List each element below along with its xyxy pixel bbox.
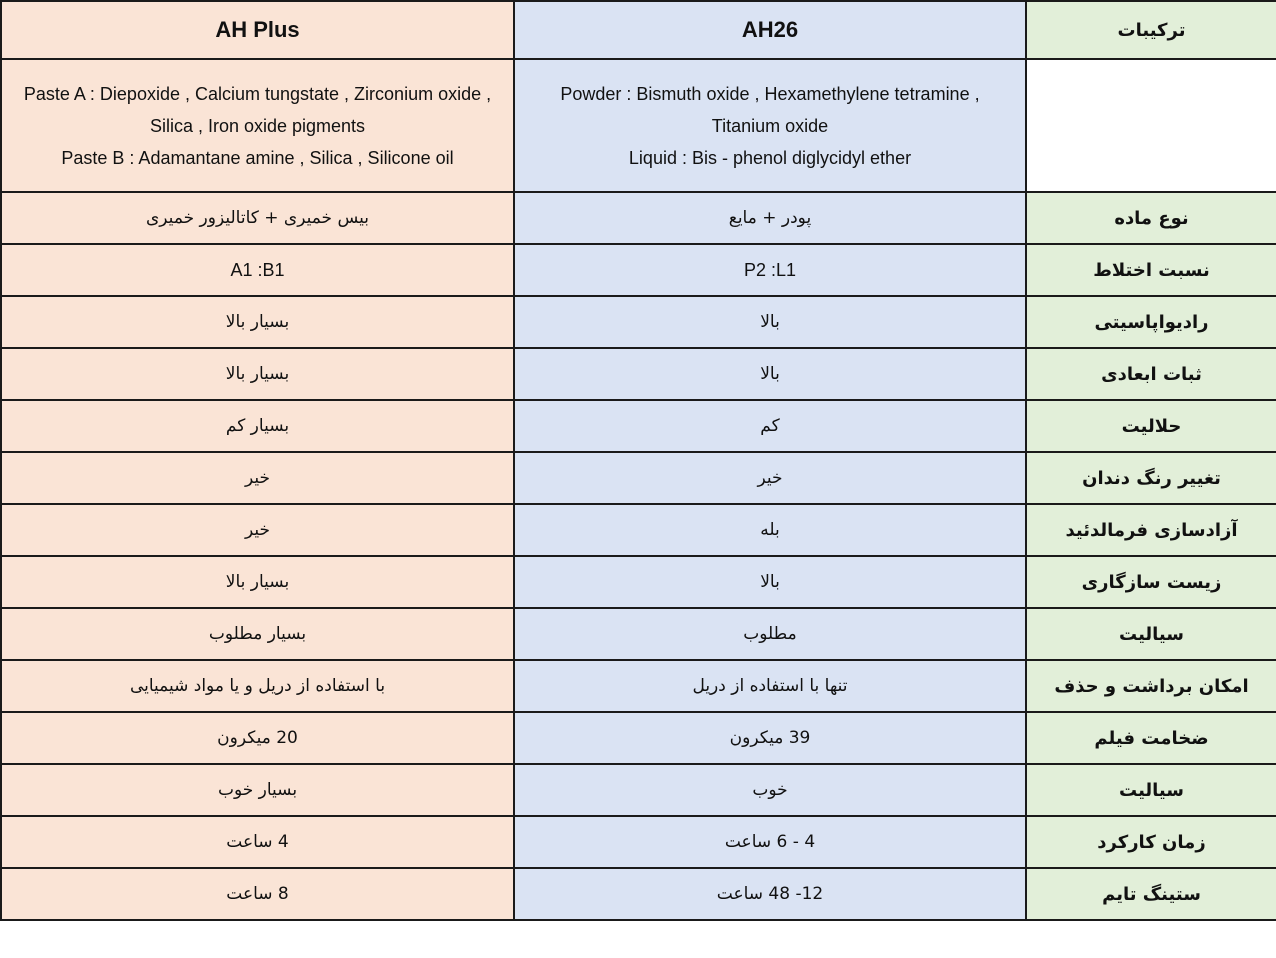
row-label: حلالیت [1026,400,1276,452]
table-row [1,452,1276,504]
cell-ah-plus: بسیار مطلوب [1,608,514,660]
composition-ah26 [514,59,1026,192]
header-ah26: AH26 [514,1,1026,59]
table-row [1,712,1276,764]
cell-ah26: بالا [514,348,1026,400]
table-row [1,660,1276,712]
composition-line: Paste A : Diepoxide , Calcium tungstate , Zirconium oxide , [23,83,492,104]
cell-ah26: پودر + مایع [514,192,1026,244]
row-label: سیالیت [1026,608,1276,660]
table-row [1,608,1276,660]
cell-ah26: بالا [514,296,1026,348]
composition-line: Paste B : Adamantane amine , Silica , Silicone oil [61,147,454,168]
row-label: رادیواپاسیتی [1026,296,1276,348]
cell-ah26: P2 :L1 [514,244,1026,296]
cell-ah26: 12- 48 ساعت [514,868,1026,920]
table-row [1,868,1276,920]
row-label: تغییر رنگ دندان [1026,452,1276,504]
cell-ah26: 4 - 6 ساعت [514,816,1026,868]
row-label: ضخامت فیلم [1026,712,1276,764]
cell-ah26: تنها با استفاده از دریل [514,660,1026,712]
cell-ah-plus: بسیار بالا [1,348,514,400]
table-row [1,192,1276,244]
cell-ah-plus: خیر [1,504,514,556]
cell-ah-plus: خیر [1,452,514,504]
row-label: آزادسازی فرمالدئید [1026,504,1276,556]
cell-ah-plus: 20 میکرون [1,712,514,764]
table-row [1,504,1276,556]
cell-ah-plus: A1 :B1 [1,244,514,296]
table-row [1,400,1276,452]
table-row [1,296,1276,348]
row-label: زیست سازگاری [1026,556,1276,608]
cell-ah26: مطلوب [514,608,1026,660]
composition-line: Powder : Bismuth oxide , Hexamethylene tetramine , [560,83,980,104]
row-label-composition: ترکیبات [1026,1,1276,59]
header-ah-plus: AH Plus [1,1,514,59]
cell-ah-plus: بسیار بالا [1,296,514,348]
cell-ah-plus: بسیار بالا [1,556,514,608]
table-row [1,764,1276,816]
cell-ah26: کم [514,400,1026,452]
row-label: ثبات ابعادی [1026,348,1276,400]
table-row [1,556,1276,608]
cell-ah26: خیر [514,452,1026,504]
cell-ah-plus: 4 ساعت [1,816,514,868]
composition-line: Liquid : Bis - phenol diglycidyl ether [628,147,912,168]
row-label: ستینگ تایم [1026,868,1276,920]
composition-line: Silica , Iron oxide pigments [149,115,366,136]
cell-ah26: بله [514,504,1026,556]
table-row [1,348,1276,400]
composition-ah-plus [1,59,514,192]
cell-ah-plus: بیس خمیری + کاتالیزور خمیری [1,192,514,244]
composition-row [1,59,1276,192]
row-label: سیالیت [1026,764,1276,816]
row-label: زمان کارکرد [1026,816,1276,868]
composition-line: Titanium oxide [711,115,829,136]
row-label: نوع ماده [1026,192,1276,244]
header-row [1,1,1276,59]
cell-ah26: بالا [514,556,1026,608]
cell-ah26: 39 میکرون [514,712,1026,764]
cell-ah26: خوب [514,764,1026,816]
row-label: امکان برداشت و حذف [1026,660,1276,712]
cell-ah-plus: با استفاده از دریل و یا مواد شیمیایی [1,660,514,712]
cell-ah-plus: بسیار کم [1,400,514,452]
table-row [1,816,1276,868]
cell-ah-plus: 8 ساعت [1,868,514,920]
row-label: نسبت اختلاط [1026,244,1276,296]
cell-ah-plus: بسیار خوب [1,764,514,816]
table-row [1,244,1276,296]
